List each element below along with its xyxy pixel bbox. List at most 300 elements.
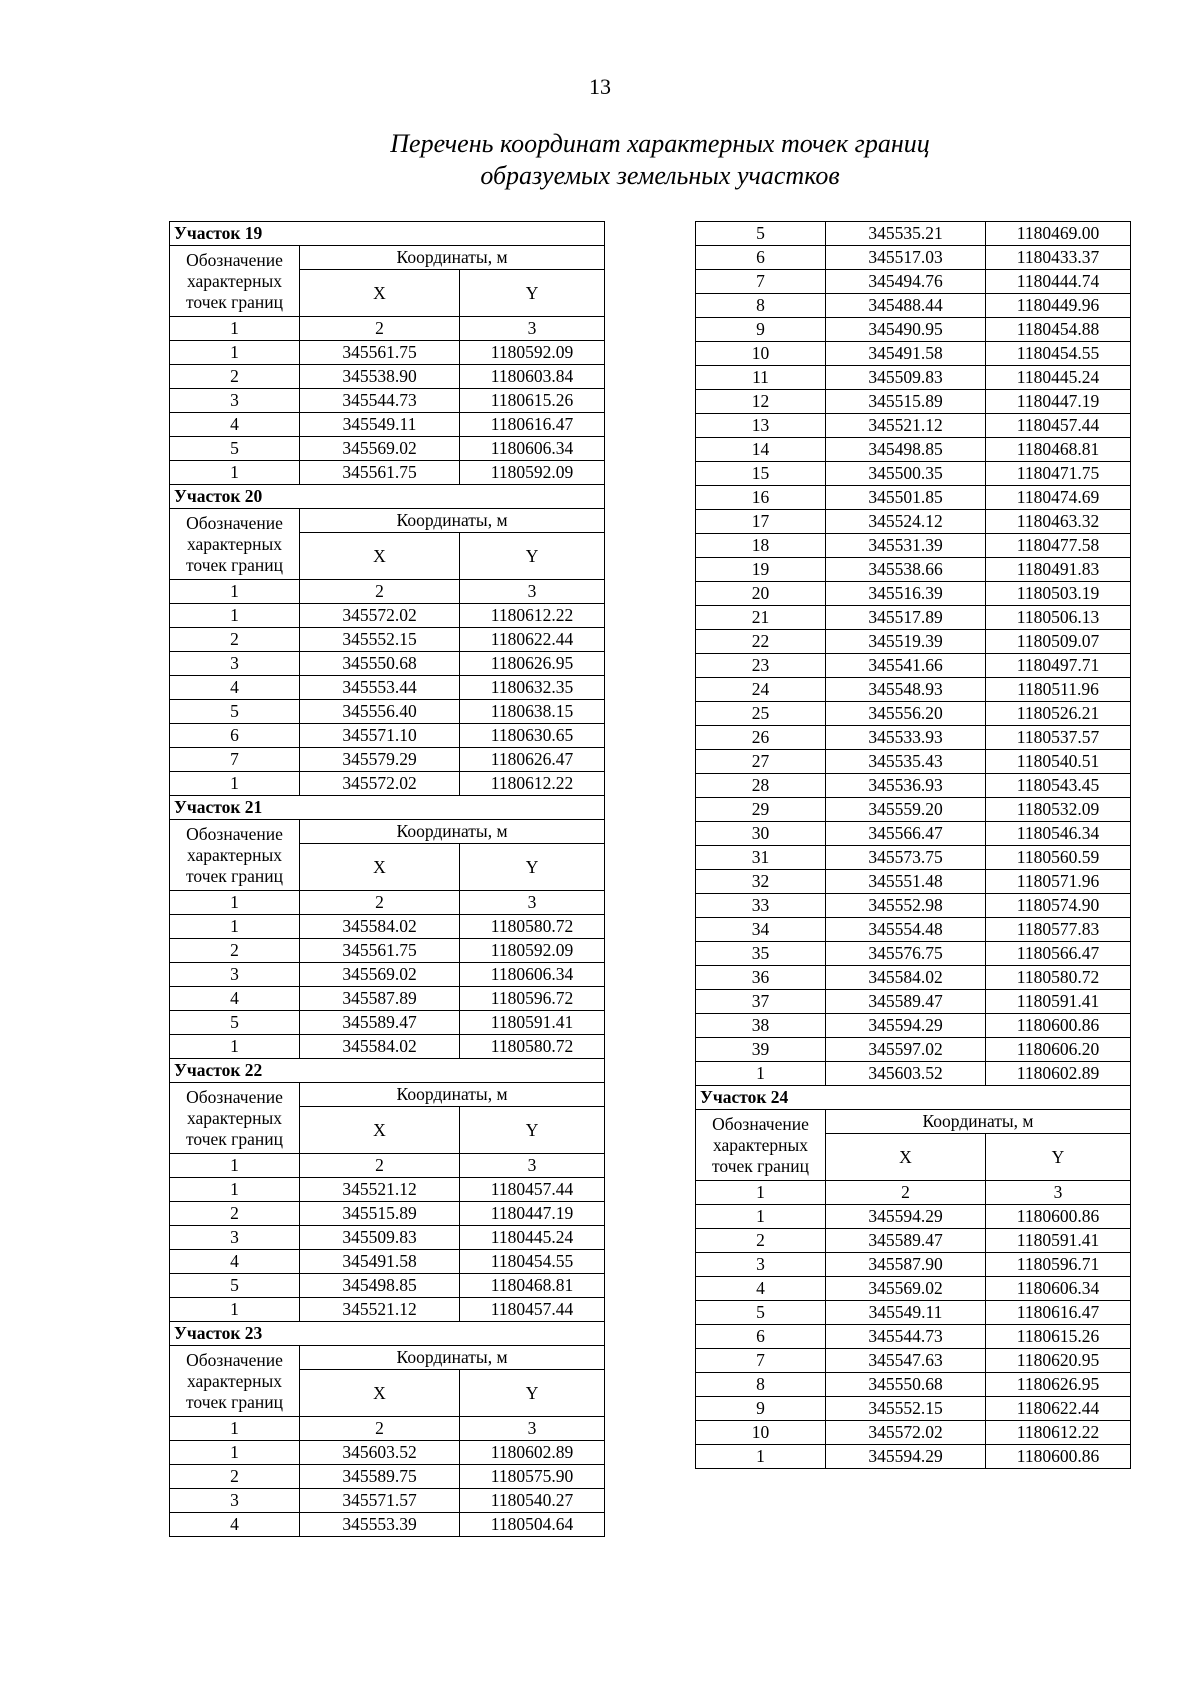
point-number: 3 xyxy=(170,1489,300,1513)
column-number: 1 xyxy=(170,580,300,604)
table-row xyxy=(696,462,1131,486)
point-number: 35 xyxy=(696,942,826,966)
table-row xyxy=(696,1325,1131,1349)
coordinate-y: 1180603.84 xyxy=(460,365,605,389)
point-number: 1 xyxy=(170,1035,300,1059)
column-number: 1 xyxy=(696,1181,826,1205)
coordinate-y: 1180444.74 xyxy=(986,270,1131,294)
coordinate-y: 1180454.55 xyxy=(460,1250,605,1274)
coordinate-x: 345594.29 xyxy=(826,1205,986,1229)
column-number-row xyxy=(170,580,605,604)
coordinate-y: 1180540.51 xyxy=(986,750,1131,774)
table-row xyxy=(696,870,1131,894)
plot-label: Участок 21 xyxy=(170,796,605,820)
coordinate-y: 1180571.96 xyxy=(986,870,1131,894)
coordinate-x: 345572.02 xyxy=(826,1421,986,1445)
point-number: 14 xyxy=(696,438,826,462)
y-header: Y xyxy=(460,1370,605,1417)
point-number: 13 xyxy=(696,414,826,438)
coordinate-y: 1180433.37 xyxy=(986,246,1131,270)
table-row xyxy=(696,726,1131,750)
coordinate-x: 345561.75 xyxy=(300,461,460,485)
coordinate-x: 345551.48 xyxy=(826,870,986,894)
coordinate-y: 1180632.35 xyxy=(460,676,605,700)
column-number: 3 xyxy=(460,580,605,604)
coordinate-x: 345552.15 xyxy=(826,1397,986,1421)
plot-label-row xyxy=(170,485,605,509)
coordinate-x: 345603.52 xyxy=(300,1441,460,1465)
point-number: 2 xyxy=(170,939,300,963)
coordinate-y: 1180509.07 xyxy=(986,630,1131,654)
point-number: 1 xyxy=(696,1445,826,1469)
coordinate-x: 345572.02 xyxy=(300,772,460,796)
table-row xyxy=(696,390,1131,414)
table-row xyxy=(696,534,1131,558)
coordinate-x: 345552.98 xyxy=(826,894,986,918)
point-number: 2 xyxy=(170,1465,300,1489)
coordinate-x: 345490.95 xyxy=(826,318,986,342)
coordinate-y: 1180503.19 xyxy=(986,582,1131,606)
point-number: 3 xyxy=(170,652,300,676)
coordinate-y: 1180606.34 xyxy=(460,437,605,461)
plot-label-row xyxy=(696,1086,1131,1110)
point-number: 36 xyxy=(696,966,826,990)
y-header: Y xyxy=(986,1134,1131,1181)
coordinate-x: 345569.02 xyxy=(826,1277,986,1301)
point-number: 21 xyxy=(696,606,826,630)
coordinate-y: 1180615.26 xyxy=(986,1325,1131,1349)
coordinate-x: 345559.20 xyxy=(826,798,986,822)
point-number: 1 xyxy=(170,915,300,939)
coordinate-y: 1180447.19 xyxy=(460,1202,605,1226)
table-row xyxy=(696,222,1131,246)
point-number: 23 xyxy=(696,654,826,678)
table-row xyxy=(170,963,605,987)
column-number: 2 xyxy=(300,317,460,341)
table-row xyxy=(696,942,1131,966)
point-number: 27 xyxy=(696,750,826,774)
title-line-2: образуемых земельных участков xyxy=(480,161,840,190)
y-header: Y xyxy=(460,1107,605,1154)
table-row xyxy=(696,414,1131,438)
table-row xyxy=(170,1298,605,1322)
coordinate-x: 345569.02 xyxy=(300,437,460,461)
x-header: X xyxy=(300,1370,460,1417)
plot-label-row xyxy=(170,222,605,246)
y-header: Y xyxy=(460,270,605,317)
coordinate-y: 1180540.27 xyxy=(460,1489,605,1513)
coordinate-x: 345584.02 xyxy=(826,966,986,990)
coordinate-x: 345576.75 xyxy=(826,942,986,966)
table-row xyxy=(170,1011,605,1035)
point-number: 2 xyxy=(170,1202,300,1226)
point-number: 12 xyxy=(696,390,826,414)
point-number: 8 xyxy=(696,294,826,318)
designation-header: Обозначение характерных точек границ xyxy=(170,509,300,580)
coordinate-y: 1180615.26 xyxy=(460,389,605,413)
designation-header: Обозначение характерных точек границ xyxy=(170,1083,300,1154)
coordinate-y: 1180511.96 xyxy=(986,678,1131,702)
point-number: 28 xyxy=(696,774,826,798)
coordinate-x: 345536.93 xyxy=(826,774,986,798)
coordinate-x: 345498.85 xyxy=(300,1274,460,1298)
table-row xyxy=(696,366,1131,390)
point-number: 7 xyxy=(170,748,300,772)
x-header: X xyxy=(300,533,460,580)
coordinate-y: 1180596.72 xyxy=(460,987,605,1011)
y-header: Y xyxy=(460,844,605,891)
table-row xyxy=(696,630,1131,654)
table-row xyxy=(696,966,1131,990)
header-row xyxy=(696,1110,1131,1134)
table-row xyxy=(170,1250,605,1274)
table-row xyxy=(170,437,605,461)
table-row xyxy=(696,750,1131,774)
table-row xyxy=(170,1202,605,1226)
coordinate-y: 1180457.44 xyxy=(460,1178,605,1202)
coordinate-y: 1180560.59 xyxy=(986,846,1131,870)
point-number: 30 xyxy=(696,822,826,846)
coordinate-x: 345488.44 xyxy=(826,294,986,318)
coordinate-x: 345589.75 xyxy=(300,1465,460,1489)
x-header: X xyxy=(826,1134,986,1181)
coordinate-y: 1180546.34 xyxy=(986,822,1131,846)
coordinate-x: 345535.43 xyxy=(826,750,986,774)
table-row xyxy=(696,486,1131,510)
coordinate-x: 345521.12 xyxy=(300,1178,460,1202)
coordinate-x: 345550.68 xyxy=(300,652,460,676)
coordinate-y: 1180447.19 xyxy=(986,390,1131,414)
table-row xyxy=(696,1373,1131,1397)
coordinate-x: 345509.83 xyxy=(300,1226,460,1250)
coordinate-y: 1180620.95 xyxy=(986,1349,1131,1373)
table-row xyxy=(170,604,605,628)
coordinate-x: 345541.66 xyxy=(826,654,986,678)
table-row xyxy=(696,246,1131,270)
point-number: 5 xyxy=(170,1274,300,1298)
point-number: 24 xyxy=(696,678,826,702)
column-number: 3 xyxy=(986,1181,1131,1205)
coordinate-x: 345569.02 xyxy=(300,963,460,987)
coordinate-y: 1180592.09 xyxy=(460,939,605,963)
coordinate-x: 345549.11 xyxy=(300,413,460,437)
table-row xyxy=(170,939,605,963)
point-number: 1 xyxy=(170,461,300,485)
coordinate-x: 345594.29 xyxy=(826,1014,986,1038)
table-row xyxy=(696,678,1131,702)
table-row xyxy=(696,318,1131,342)
column-number: 1 xyxy=(170,891,300,915)
coordinate-y: 1180580.72 xyxy=(460,1035,605,1059)
coordinate-y: 1180596.71 xyxy=(986,1253,1131,1277)
point-number: 1 xyxy=(170,1298,300,1322)
column-number: 2 xyxy=(300,1417,460,1441)
column-number: 2 xyxy=(300,1154,460,1178)
point-number: 37 xyxy=(696,990,826,1014)
table-row xyxy=(696,1014,1131,1038)
coordinate-y: 1180471.75 xyxy=(986,462,1131,486)
coordinate-y: 1180592.09 xyxy=(460,461,605,485)
point-number: 1 xyxy=(170,1441,300,1465)
coordinate-x: 345587.89 xyxy=(300,987,460,1011)
coordinate-x: 345501.85 xyxy=(826,486,986,510)
point-number: 4 xyxy=(170,1513,300,1537)
coordinate-y: 1180606.20 xyxy=(986,1038,1131,1062)
table-row xyxy=(696,1445,1131,1469)
coordinate-y: 1180474.69 xyxy=(986,486,1131,510)
table-row xyxy=(170,915,605,939)
coordinate-x: 345517.03 xyxy=(826,246,986,270)
coordinate-y: 1180532.09 xyxy=(986,798,1131,822)
table-row xyxy=(170,1441,605,1465)
coordinates-header: Координаты, м xyxy=(826,1110,1131,1134)
point-number: 5 xyxy=(170,437,300,461)
coordinate-y: 1180543.45 xyxy=(986,774,1131,798)
column-number: 3 xyxy=(460,1417,605,1441)
coordinate-x: 345547.63 xyxy=(826,1349,986,1373)
table-row xyxy=(696,846,1131,870)
coordinate-y: 1180606.34 xyxy=(460,963,605,987)
point-number: 5 xyxy=(696,1301,826,1325)
title-line-1: Перечень координат характерных точек границ xyxy=(390,129,930,158)
coordinates-table-left xyxy=(169,221,605,1537)
coordinates-header: Координаты, м xyxy=(300,1083,605,1107)
plot-label: Участок 20 xyxy=(170,485,605,509)
point-number: 2 xyxy=(696,1229,826,1253)
designation-header: Обозначение характерных точек границ xyxy=(170,1346,300,1417)
coordinate-y: 1180445.24 xyxy=(986,366,1131,390)
table-row xyxy=(170,1274,605,1298)
coordinate-x: 345516.39 xyxy=(826,582,986,606)
point-number: 1 xyxy=(170,772,300,796)
table-row xyxy=(696,606,1131,630)
coordinate-y: 1180591.41 xyxy=(460,1011,605,1035)
coordinate-x: 345521.12 xyxy=(300,1298,460,1322)
column-number: 3 xyxy=(460,891,605,915)
designation-header: Обозначение характерных точек границ xyxy=(696,1110,826,1181)
table-row xyxy=(170,389,605,413)
coordinate-x: 345538.66 xyxy=(826,558,986,582)
table-row xyxy=(696,1421,1131,1445)
table-row xyxy=(696,990,1131,1014)
table-row xyxy=(170,461,605,485)
coordinate-y: 1180626.95 xyxy=(460,652,605,676)
coordinate-y: 1180477.58 xyxy=(986,534,1131,558)
coordinate-y: 1180580.72 xyxy=(986,966,1131,990)
point-number: 4 xyxy=(170,413,300,437)
coordinate-x: 345498.85 xyxy=(826,438,986,462)
coordinate-x: 345561.75 xyxy=(300,341,460,365)
x-header: X xyxy=(300,844,460,891)
header-row xyxy=(170,509,605,533)
coordinate-y: 1180454.88 xyxy=(986,318,1131,342)
table-row xyxy=(170,1178,605,1202)
x-header: X xyxy=(300,270,460,317)
table-row xyxy=(170,700,605,724)
point-number: 31 xyxy=(696,846,826,870)
plot-label: Участок 19 xyxy=(170,222,605,246)
coordinate-y: 1180622.44 xyxy=(986,1397,1131,1421)
coordinate-y: 1180491.83 xyxy=(986,558,1131,582)
coordinate-x: 345500.35 xyxy=(826,462,986,486)
coordinate-x: 345549.11 xyxy=(826,1301,986,1325)
table-row xyxy=(170,1035,605,1059)
point-number: 6 xyxy=(696,246,826,270)
point-number: 4 xyxy=(170,987,300,1011)
point-number: 33 xyxy=(696,894,826,918)
coordinate-y: 1180468.81 xyxy=(986,438,1131,462)
table-row xyxy=(696,270,1131,294)
page-title xyxy=(260,128,1060,192)
coordinate-y: 1180457.44 xyxy=(986,414,1131,438)
designation-header: Обозначение характерных точек границ xyxy=(170,820,300,891)
coordinate-y: 1180616.47 xyxy=(986,1301,1131,1325)
point-number: 8 xyxy=(696,1373,826,1397)
coordinate-y: 1180600.86 xyxy=(986,1014,1131,1038)
table-row xyxy=(696,1038,1131,1062)
point-number: 6 xyxy=(696,1325,826,1349)
column-number: 2 xyxy=(300,891,460,915)
point-number: 22 xyxy=(696,630,826,654)
point-number: 3 xyxy=(696,1253,826,1277)
coordinate-x: 345535.21 xyxy=(826,222,986,246)
coordinate-y: 1180580.72 xyxy=(460,915,605,939)
column-number: 2 xyxy=(826,1181,986,1205)
plot-label: Участок 24 xyxy=(696,1086,1131,1110)
coordinates-header: Координаты, м xyxy=(300,820,605,844)
table-row xyxy=(696,822,1131,846)
table-row xyxy=(170,748,605,772)
table-row xyxy=(696,654,1131,678)
point-number: 1 xyxy=(170,341,300,365)
column-number-row xyxy=(170,317,605,341)
point-number: 6 xyxy=(170,724,300,748)
x-header: X xyxy=(300,1107,460,1154)
table-row xyxy=(170,628,605,652)
table-row xyxy=(696,294,1131,318)
coordinate-y: 1180574.90 xyxy=(986,894,1131,918)
coordinate-x: 345589.47 xyxy=(300,1011,460,1035)
coordinates-table-right xyxy=(695,221,1131,1469)
coordinate-x: 345544.73 xyxy=(300,389,460,413)
point-number: 7 xyxy=(696,270,826,294)
table-row xyxy=(170,1226,605,1250)
column-number-row xyxy=(170,1154,605,1178)
table-row xyxy=(696,438,1131,462)
coordinate-x: 345509.83 xyxy=(826,366,986,390)
table-row xyxy=(696,1253,1131,1277)
coordinate-x: 345594.29 xyxy=(826,1445,986,1469)
coordinate-y: 1180537.57 xyxy=(986,726,1131,750)
plot-label: Участок 23 xyxy=(170,1322,605,1346)
coordinate-y: 1180449.96 xyxy=(986,294,1131,318)
point-number: 26 xyxy=(696,726,826,750)
coordinates-header: Координаты, м xyxy=(300,246,605,270)
coordinate-x: 345572.02 xyxy=(300,604,460,628)
coordinate-y: 1180463.32 xyxy=(986,510,1131,534)
table-row xyxy=(696,1397,1131,1421)
table-row xyxy=(696,510,1131,534)
coordinates-header: Координаты, м xyxy=(300,509,605,533)
coordinate-x: 345573.75 xyxy=(826,846,986,870)
table-row xyxy=(696,1062,1131,1086)
column-number: 3 xyxy=(460,1154,605,1178)
point-number: 1 xyxy=(170,604,300,628)
coordinate-x: 345587.90 xyxy=(826,1253,986,1277)
coordinate-x: 345553.39 xyxy=(300,1513,460,1537)
point-number: 3 xyxy=(170,963,300,987)
column-number: 1 xyxy=(170,317,300,341)
column-number: 3 xyxy=(460,317,605,341)
table-row xyxy=(696,1301,1131,1325)
coordinate-y: 1180612.22 xyxy=(460,772,605,796)
point-number: 9 xyxy=(696,318,826,342)
table-row xyxy=(170,413,605,437)
coordinate-x: 345603.52 xyxy=(826,1062,986,1086)
point-number: 1 xyxy=(170,1178,300,1202)
point-number: 10 xyxy=(696,342,826,366)
coordinate-y: 1180612.22 xyxy=(986,1421,1131,1445)
table-row xyxy=(170,341,605,365)
coordinate-y: 1180602.89 xyxy=(460,1441,605,1465)
coordinate-x: 345554.48 xyxy=(826,918,986,942)
point-number: 3 xyxy=(170,1226,300,1250)
point-number: 5 xyxy=(696,222,826,246)
point-number: 9 xyxy=(696,1397,826,1421)
coordinate-y: 1180591.41 xyxy=(986,990,1131,1014)
table-row xyxy=(170,1513,605,1537)
point-number: 25 xyxy=(696,702,826,726)
plot-label-row xyxy=(170,796,605,820)
table-row xyxy=(170,1465,605,1489)
coordinate-y: 1180638.15 xyxy=(460,700,605,724)
table-row xyxy=(170,676,605,700)
coordinate-x: 345491.58 xyxy=(826,342,986,366)
point-number: 1 xyxy=(696,1205,826,1229)
header-row xyxy=(170,1083,605,1107)
coordinate-y: 1180630.65 xyxy=(460,724,605,748)
table-row xyxy=(696,342,1131,366)
coordinate-y: 1180457.44 xyxy=(460,1298,605,1322)
point-number: 3 xyxy=(170,389,300,413)
column-number-row xyxy=(170,1417,605,1441)
table-row xyxy=(696,702,1131,726)
point-number: 7 xyxy=(696,1349,826,1373)
table-row xyxy=(170,987,605,1011)
coordinate-x: 345538.90 xyxy=(300,365,460,389)
point-number: 38 xyxy=(696,1014,826,1038)
point-number: 29 xyxy=(696,798,826,822)
point-number: 16 xyxy=(696,486,826,510)
coordinate-x: 345597.02 xyxy=(826,1038,986,1062)
table-row xyxy=(696,894,1131,918)
coordinate-x: 345533.93 xyxy=(826,726,986,750)
coordinate-y: 1180622.44 xyxy=(460,628,605,652)
coordinates-header: Координаты, м xyxy=(300,1346,605,1370)
column-number: 2 xyxy=(300,580,460,604)
table-row xyxy=(696,1277,1131,1301)
coordinate-y: 1180454.55 xyxy=(986,342,1131,366)
coordinate-x: 345566.47 xyxy=(826,822,986,846)
coordinate-x: 345571.10 xyxy=(300,724,460,748)
designation-header: Обозначение характерных точек границ xyxy=(170,246,300,317)
point-number: 17 xyxy=(696,510,826,534)
point-number: 20 xyxy=(696,582,826,606)
table-row xyxy=(696,582,1131,606)
coordinate-y: 1180575.90 xyxy=(460,1465,605,1489)
coordinate-y: 1180566.47 xyxy=(986,942,1131,966)
coordinate-y: 1180626.47 xyxy=(460,748,605,772)
